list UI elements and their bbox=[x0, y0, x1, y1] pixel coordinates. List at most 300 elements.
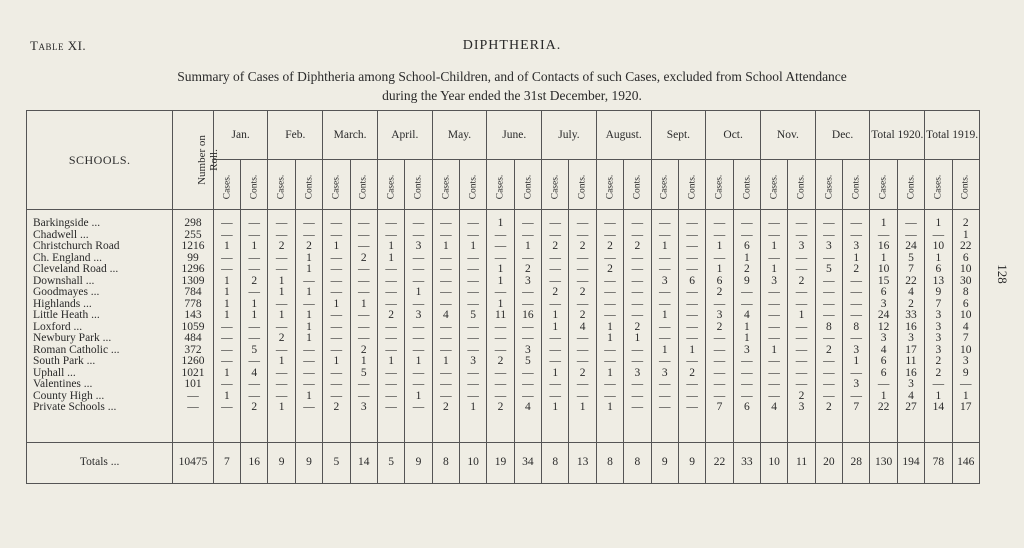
month-header: Dec. bbox=[815, 111, 870, 160]
value-cell: — bbox=[569, 299, 596, 311]
value-cell: — bbox=[815, 379, 842, 391]
value-cell: 3 bbox=[843, 345, 870, 357]
value-cell: — bbox=[788, 368, 815, 380]
value-cell: — bbox=[323, 264, 350, 276]
value-cell: 22 bbox=[952, 241, 979, 253]
value-cell: 17 bbox=[897, 345, 924, 357]
value-cell: 2 bbox=[788, 391, 815, 403]
table-row bbox=[27, 345, 980, 357]
conts-subheader-label: Conts. bbox=[577, 174, 588, 199]
value-cell: — bbox=[843, 310, 870, 322]
value-cell: — bbox=[843, 391, 870, 403]
value-cell: — bbox=[596, 253, 623, 265]
schools-header: SCHOOLS. bbox=[27, 111, 173, 210]
value-cell: 1 bbox=[377, 241, 404, 253]
value-cell: — bbox=[432, 391, 459, 403]
value-cell: 13 bbox=[569, 442, 596, 483]
value-cell: 146 bbox=[952, 442, 979, 483]
value-cell: 3 bbox=[925, 322, 952, 334]
cases-subheader-label: Cases. bbox=[604, 174, 615, 199]
value-cell: 1 bbox=[542, 368, 569, 380]
value-cell: — bbox=[350, 241, 377, 253]
value-cell: — bbox=[487, 241, 514, 253]
roll-cell: 1216 bbox=[173, 241, 213, 253]
value-cell: — bbox=[268, 322, 295, 334]
cases-subheader bbox=[761, 160, 788, 210]
value-cell: 10 bbox=[925, 241, 952, 253]
value-cell: — bbox=[213, 356, 240, 368]
value-cell: 5 bbox=[897, 253, 924, 265]
value-cell: 6 bbox=[870, 287, 897, 299]
value-cell: — bbox=[843, 299, 870, 311]
value-cell: 3 bbox=[870, 333, 897, 345]
value-cell: — bbox=[870, 230, 897, 242]
value-cell: 2 bbox=[733, 264, 760, 276]
conts-subheader bbox=[295, 160, 322, 210]
value-cell: — bbox=[432, 230, 459, 242]
value-cell: 1 bbox=[569, 402, 596, 414]
value-cell: — bbox=[241, 333, 268, 345]
spacer-cell bbox=[815, 414, 842, 443]
value-cell: 1 bbox=[350, 356, 377, 368]
roll-cell: 10475 bbox=[173, 442, 213, 483]
value-cell: — bbox=[733, 210, 760, 230]
cases-subheader bbox=[377, 160, 404, 210]
value-cell: — bbox=[596, 230, 623, 242]
value-cell: 4 bbox=[514, 402, 541, 414]
value-cell: 1 bbox=[213, 287, 240, 299]
value-cell: 9 bbox=[405, 442, 432, 483]
value-cell: 4 bbox=[870, 345, 897, 357]
conts-subheader bbox=[678, 160, 705, 210]
value-cell: — bbox=[678, 356, 705, 368]
table-row bbox=[27, 356, 980, 368]
value-cell: 6 bbox=[870, 356, 897, 368]
value-cell: — bbox=[432, 264, 459, 276]
value-cell: — bbox=[624, 230, 651, 242]
value-cell: — bbox=[678, 264, 705, 276]
value-cell: — bbox=[377, 299, 404, 311]
value-cell: 6 bbox=[952, 299, 979, 311]
value-cell: — bbox=[432, 276, 459, 288]
value-cell: — bbox=[815, 368, 842, 380]
value-cell: — bbox=[213, 345, 240, 357]
value-cell: — bbox=[241, 379, 268, 391]
value-cell: 1 bbox=[925, 210, 952, 230]
value-cell: — bbox=[542, 299, 569, 311]
value-cell: — bbox=[624, 391, 651, 403]
conts-subheader bbox=[460, 160, 487, 210]
value-cell: 1 bbox=[405, 356, 432, 368]
value-cell: — bbox=[241, 253, 268, 265]
value-cell: 2 bbox=[897, 299, 924, 311]
value-cell: — bbox=[706, 253, 733, 265]
value-cell: — bbox=[268, 253, 295, 265]
value-cell: 9 bbox=[925, 287, 952, 299]
value-cell: 9 bbox=[651, 442, 678, 483]
value-cell: — bbox=[432, 210, 459, 230]
value-cell: 2 bbox=[432, 402, 459, 414]
value-cell: — bbox=[569, 379, 596, 391]
value-cell: — bbox=[295, 368, 322, 380]
value-cell: — bbox=[706, 299, 733, 311]
conts-subheader-label: Conts. bbox=[851, 174, 862, 199]
conts-subheader-label: Conts. bbox=[468, 174, 479, 199]
value-cell: 8 bbox=[843, 322, 870, 334]
value-cell: — bbox=[460, 253, 487, 265]
value-cell: — bbox=[377, 210, 404, 230]
value-cell: — bbox=[514, 253, 541, 265]
value-cell: — bbox=[487, 322, 514, 334]
value-cell: — bbox=[542, 333, 569, 345]
value-cell: — bbox=[268, 210, 295, 230]
value-cell: — bbox=[815, 287, 842, 299]
month-header: July. bbox=[542, 111, 597, 160]
value-cell: 2 bbox=[925, 356, 952, 368]
value-cell: — bbox=[542, 253, 569, 265]
value-cell: — bbox=[788, 287, 815, 299]
value-cell: — bbox=[323, 253, 350, 265]
value-cell: — bbox=[815, 253, 842, 265]
value-cell: 33 bbox=[733, 442, 760, 483]
value-cell: — bbox=[213, 402, 240, 414]
month-header: Total 1919. bbox=[925, 111, 980, 160]
conts-subheader-label: Conts. bbox=[249, 174, 260, 199]
value-cell: 1 bbox=[460, 402, 487, 414]
value-cell: — bbox=[706, 391, 733, 403]
value-cell: 2 bbox=[706, 287, 733, 299]
value-cell: — bbox=[596, 379, 623, 391]
value-cell: — bbox=[405, 276, 432, 288]
value-cell: — bbox=[706, 333, 733, 345]
spacer-row bbox=[27, 414, 980, 443]
spacer-cell bbox=[405, 414, 432, 443]
value-cell: 3 bbox=[925, 333, 952, 345]
value-cell: 5 bbox=[241, 345, 268, 357]
value-cell: 3 bbox=[925, 345, 952, 357]
conts-subheader-label: Conts. bbox=[905, 174, 916, 199]
value-cell: 1 bbox=[241, 299, 268, 311]
value-cell: — bbox=[706, 345, 733, 357]
value-cell: 8 bbox=[432, 442, 459, 483]
value-cell: — bbox=[377, 402, 404, 414]
value-cell: — bbox=[596, 299, 623, 311]
spacer-cell bbox=[733, 414, 760, 443]
value-cell: — bbox=[761, 253, 788, 265]
value-cell: — bbox=[651, 253, 678, 265]
conts-subheader bbox=[569, 160, 596, 210]
value-cell: — bbox=[651, 333, 678, 345]
value-cell: — bbox=[761, 356, 788, 368]
value-cell: — bbox=[624, 379, 651, 391]
value-cell: — bbox=[323, 310, 350, 322]
value-cell: 3 bbox=[733, 345, 760, 357]
value-cell: — bbox=[761, 210, 788, 230]
month-header: June. bbox=[487, 111, 542, 160]
value-cell: — bbox=[213, 253, 240, 265]
value-cell: 1 bbox=[295, 264, 322, 276]
cases-subheader-label: Cases. bbox=[714, 174, 725, 199]
value-cell: — bbox=[241, 230, 268, 242]
value-cell: — bbox=[213, 322, 240, 334]
value-cell: — bbox=[815, 276, 842, 288]
value-cell: 2 bbox=[596, 264, 623, 276]
value-cell: 1 bbox=[213, 391, 240, 403]
value-cell: 1 bbox=[323, 299, 350, 311]
value-cell: — bbox=[925, 230, 952, 242]
value-cell: 1 bbox=[596, 368, 623, 380]
value-cell: — bbox=[651, 402, 678, 414]
value-cell: — bbox=[405, 345, 432, 357]
value-cell: 5 bbox=[815, 264, 842, 276]
value-cell: — bbox=[788, 299, 815, 311]
value-cell: 2 bbox=[350, 253, 377, 265]
value-cell: — bbox=[596, 345, 623, 357]
value-cell: — bbox=[843, 368, 870, 380]
value-cell: 2 bbox=[569, 287, 596, 299]
value-cell: — bbox=[295, 402, 322, 414]
value-cell: — bbox=[377, 333, 404, 345]
value-cell: — bbox=[678, 391, 705, 403]
value-cell: — bbox=[405, 230, 432, 242]
value-cell: 7 bbox=[952, 333, 979, 345]
value-cell: 3 bbox=[651, 368, 678, 380]
school-name: County High ... bbox=[27, 391, 173, 403]
value-cell: — bbox=[487, 368, 514, 380]
value-cell: 3 bbox=[405, 310, 432, 322]
value-cell: — bbox=[624, 356, 651, 368]
month-header: Oct. bbox=[706, 111, 761, 160]
value-cell: 3 bbox=[843, 379, 870, 391]
roll-header-label: Number on Roll. bbox=[196, 135, 221, 185]
value-cell: 1 bbox=[706, 241, 733, 253]
value-cell: — bbox=[460, 368, 487, 380]
value-cell: — bbox=[843, 276, 870, 288]
value-cell: — bbox=[624, 310, 651, 322]
value-cell: — bbox=[268, 368, 295, 380]
value-cell: — bbox=[815, 299, 842, 311]
value-cell: 1 bbox=[925, 391, 952, 403]
cases-subheader bbox=[925, 160, 952, 210]
table-row bbox=[27, 264, 980, 276]
value-cell: 3 bbox=[405, 241, 432, 253]
value-cell: — bbox=[460, 322, 487, 334]
table-row bbox=[27, 379, 980, 391]
spacer-cell bbox=[487, 414, 514, 443]
value-cell: 4 bbox=[761, 402, 788, 414]
cases-subheader-label: Cases. bbox=[276, 174, 287, 199]
roll-cell: 1260 bbox=[173, 356, 213, 368]
value-cell: — bbox=[323, 287, 350, 299]
value-cell: 2 bbox=[624, 241, 651, 253]
value-cell: 9 bbox=[952, 368, 979, 380]
roll-cell: 101 bbox=[173, 379, 213, 391]
value-cell: — bbox=[542, 379, 569, 391]
value-cell: 8 bbox=[815, 322, 842, 334]
value-cell: — bbox=[569, 253, 596, 265]
value-cell: — bbox=[815, 310, 842, 322]
value-cell: — bbox=[323, 391, 350, 403]
value-cell: 11 bbox=[788, 442, 815, 483]
conts-subheader bbox=[350, 160, 377, 210]
value-cell: — bbox=[514, 379, 541, 391]
value-cell: 1 bbox=[514, 241, 541, 253]
spacer-cell bbox=[460, 414, 487, 443]
value-cell: — bbox=[788, 379, 815, 391]
value-cell: — bbox=[460, 264, 487, 276]
value-cell: — bbox=[460, 287, 487, 299]
value-cell: — bbox=[542, 276, 569, 288]
value-cell: 8 bbox=[952, 287, 979, 299]
month-header: Nov. bbox=[761, 111, 816, 160]
value-cell: 1 bbox=[651, 310, 678, 322]
value-cell: — bbox=[542, 345, 569, 357]
value-cell: 1 bbox=[268, 402, 295, 414]
conts-subheader-label: Conts. bbox=[304, 174, 314, 199]
conts-subheader bbox=[624, 160, 651, 210]
value-cell: — bbox=[678, 253, 705, 265]
value-cell: 194 bbox=[897, 442, 924, 483]
conts-subheader bbox=[405, 160, 432, 210]
value-cell: 1 bbox=[678, 345, 705, 357]
spacer-cell bbox=[624, 414, 651, 443]
value-cell: — bbox=[514, 230, 541, 242]
value-cell: — bbox=[405, 368, 432, 380]
value-cell: 6 bbox=[678, 276, 705, 288]
value-cell: 2 bbox=[569, 310, 596, 322]
table-body bbox=[27, 210, 980, 484]
value-cell: — bbox=[432, 322, 459, 334]
value-cell: 2 bbox=[569, 368, 596, 380]
table-row bbox=[27, 241, 980, 253]
value-cell: 5 bbox=[514, 356, 541, 368]
value-cell: 1 bbox=[596, 402, 623, 414]
value-cell: 2 bbox=[624, 322, 651, 334]
value-cell: 9 bbox=[733, 276, 760, 288]
value-cell: 130 bbox=[870, 442, 897, 483]
value-cell: 30 bbox=[952, 276, 979, 288]
value-cell: 1 bbox=[377, 356, 404, 368]
value-cell: — bbox=[624, 276, 651, 288]
value-cell: — bbox=[460, 230, 487, 242]
value-cell: — bbox=[460, 299, 487, 311]
value-cell: — bbox=[405, 402, 432, 414]
value-cell: — bbox=[925, 379, 952, 391]
school-name: Goodmayes ... bbox=[27, 287, 173, 299]
value-cell: 2 bbox=[925, 368, 952, 380]
value-cell: — bbox=[733, 230, 760, 242]
value-cell: — bbox=[213, 210, 240, 230]
value-cell: 1 bbox=[350, 299, 377, 311]
spacer-cell bbox=[788, 414, 815, 443]
value-cell: — bbox=[514, 210, 541, 230]
value-cell: — bbox=[268, 345, 295, 357]
roll-cell: 143 bbox=[173, 310, 213, 322]
value-cell: 24 bbox=[897, 241, 924, 253]
value-cell: 2 bbox=[678, 368, 705, 380]
month-header: August. bbox=[596, 111, 651, 160]
value-cell: 1 bbox=[651, 241, 678, 253]
value-cell: — bbox=[678, 379, 705, 391]
value-cell: — bbox=[569, 345, 596, 357]
value-cell: — bbox=[596, 391, 623, 403]
value-cell: — bbox=[678, 230, 705, 242]
value-cell: 1 bbox=[268, 356, 295, 368]
value-cell: — bbox=[706, 356, 733, 368]
month-header-row bbox=[27, 111, 980, 160]
value-cell: 19 bbox=[487, 442, 514, 483]
value-cell: — bbox=[788, 230, 815, 242]
value-cell: — bbox=[241, 287, 268, 299]
spacer-cell bbox=[542, 414, 569, 443]
value-cell: 1 bbox=[733, 322, 760, 334]
value-cell: 7 bbox=[925, 299, 952, 311]
value-cell: — bbox=[350, 391, 377, 403]
diphtheria-table bbox=[26, 110, 980, 484]
cases-subheader-label: Cases. bbox=[495, 174, 506, 199]
value-cell: 7 bbox=[897, 264, 924, 276]
value-cell: — bbox=[815, 210, 842, 230]
value-cell: 12 bbox=[870, 322, 897, 334]
conts-subheader-label: Conts. bbox=[796, 174, 807, 199]
month-header: April. bbox=[377, 111, 432, 160]
value-cell: 5 bbox=[323, 442, 350, 483]
value-cell: 1 bbox=[377, 253, 404, 265]
spacer-cell bbox=[27, 414, 173, 443]
roll-cell: 484 bbox=[173, 333, 213, 345]
value-cell: — bbox=[733, 368, 760, 380]
value-cell: 1 bbox=[241, 241, 268, 253]
school-name: Chadwell ... bbox=[27, 230, 173, 242]
value-cell: 14 bbox=[350, 442, 377, 483]
value-cell: — bbox=[323, 333, 350, 345]
value-cell: 2 bbox=[788, 276, 815, 288]
value-cell: — bbox=[241, 356, 268, 368]
value-cell: — bbox=[213, 379, 240, 391]
value-cell: 22 bbox=[897, 276, 924, 288]
value-cell: 1 bbox=[487, 210, 514, 230]
school-name: Christchurch Road bbox=[27, 241, 173, 253]
value-cell: 27 bbox=[897, 402, 924, 414]
value-cell: 3 bbox=[788, 241, 815, 253]
value-cell: — bbox=[514, 368, 541, 380]
value-cell: — bbox=[350, 210, 377, 230]
school-name: South Park ... bbox=[27, 356, 173, 368]
value-cell: — bbox=[377, 230, 404, 242]
value-cell: — bbox=[761, 299, 788, 311]
roll-cell: 255 bbox=[173, 230, 213, 242]
value-cell: — bbox=[350, 322, 377, 334]
value-cell: — bbox=[460, 391, 487, 403]
value-cell: — bbox=[706, 379, 733, 391]
value-cell: 11 bbox=[487, 310, 514, 322]
value-cell: 1 bbox=[405, 391, 432, 403]
value-cell: — bbox=[569, 391, 596, 403]
value-cell: 16 bbox=[897, 322, 924, 334]
value-cell: — bbox=[761, 391, 788, 403]
value-cell: — bbox=[596, 356, 623, 368]
value-cell: 1 bbox=[295, 287, 322, 299]
month-header: May. bbox=[432, 111, 487, 160]
value-cell: — bbox=[460, 276, 487, 288]
value-cell: 24 bbox=[870, 310, 897, 322]
value-cell: — bbox=[350, 310, 377, 322]
value-cell: — bbox=[788, 333, 815, 345]
conts-subheader bbox=[733, 160, 760, 210]
school-name: Valentines ... bbox=[27, 379, 173, 391]
value-cell: — bbox=[350, 264, 377, 276]
school-name: Cleveland Road ... bbox=[27, 264, 173, 276]
